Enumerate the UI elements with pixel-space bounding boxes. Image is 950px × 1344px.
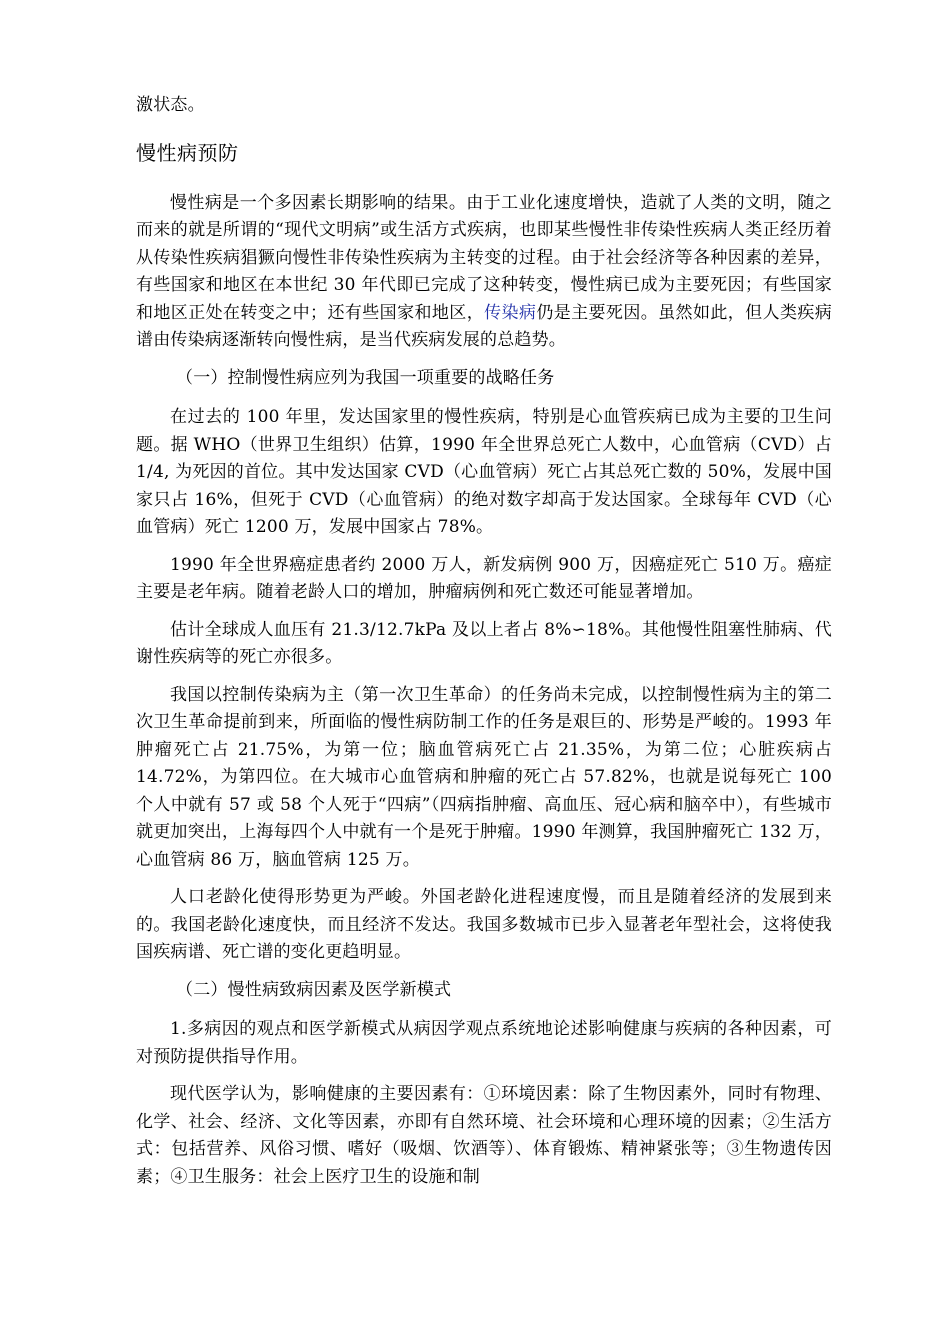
section-title: 慢性病预防 xyxy=(136,140,239,165)
continuation-text: 激状态。 xyxy=(136,95,205,115)
paragraph-cvd: 在过去的 100 年里，发达国家里的慢性疾病，特别是心血管疾病已成为主要的卫生问题。据 WHO（世界卫生组织）估算，1990 年全世界总死亡人数中，心血管病（CVD）占 1/4, 为死因的首位。其中发达国家 CVD（心血管病）死亡占其总死亡数的 50%，发展中国家只占 16%，但死于 CVD（心血管病）的绝对数字却高于发达国家。全球每年 CVD（心血管病）死亡 1200 万，发展中国家占 78%。 xyxy=(136,407,832,537)
paragraph-aging: 人口老龄化使得形势更为严峻。外国老龄化进程速度慢，而且是随着经济的发展到来的。我国老龄化速度快，而且经济不发达。我国多数城市已步入显著老年型社会，这将使我国疾病谱、死亡谱的变化更趋明显。 xyxy=(136,887,832,962)
paragraph-health-factors: 现代医学认为，影响健康的主要因素有：①环境因素：除了生物因素外，同时有物理、化学、社会、经济、文化等因素，亦即有自然环境、社会环境和心理环境的因素；②生活方式：包括营养、风俗习惯、嗜好（吸烟、饮酒等）、体育锻炼、精神紧张等；③生物遗传因素；④卫生服务：社会上医疗卫生的设施和制 xyxy=(136,1084,832,1187)
document-body xyxy=(136,92,832,1201)
paragraph-cancer: 1990 年全世界癌症患者约 2000 万人，新发病例 900 万，因癌症死亡 510 万。癌症主要是老年病。随着老龄人口的增加，肿瘤病例和死亡数还可能显著增加。 xyxy=(136,554,832,602)
paragraph-china-situation: 我国以控制传染病为主（第一次卫生革命）的任务尚未完成，以控制慢性病为主的第二次卫生革命提前到来，所面临的慢性病防制工作的任务是艰巨的、形势是严峻的。1993 年肿瘤死亡占 21.75%，为第一位；脑血管病死亡占 21.35%，为第二位；心脏疾病占 14.72%，为第四位。在大城市心血管病和肿瘤的死亡占 57.82%，也就是说每死亡 100 个人中就有 57 或 58 个人死于“四病”（四病指肿瘤、高血压、冠心病和脑卒中），有些城市就更加突出，上海每四个人中就有一个是死于肿瘤。1990 年测算，我国肿瘤死亡 132 万，心血管病 86 万，脑血管病 125 万。 xyxy=(136,684,832,870)
intro-paragraph xyxy=(136,190,832,355)
intro-text-after-link: 仍是主要死因。虽然如此，但人类疾病谱由传染病逐渐转向慢性病，是当代疾病发展的总趋势。 xyxy=(136,302,832,350)
paragraph-multi-cause: 1.多病因的观点和医学新模式从病因学观点系统地论述影响健康与疾病的各种因素，可对预防提供指导作用。 xyxy=(136,1019,832,1067)
subsection-title-1: （一）控制慢性病应列为我国一项重要的战略任务 xyxy=(176,367,555,388)
subsection-title-2: （二）慢性病致病因素及医学新模式 xyxy=(176,979,452,1000)
intro-text-before-link: 慢性病是一个多因素长期影响的结果。由于工业化速度增快，造就了人类的文明，随之而来的就是所谓的“现代文明病”或生活方式疾病，也即某些慢性非传染性疾病人类正经历着从传染性疾病猖獗向慢性非传染性疾病为主转变的过程。由于社会经济等各种因素的差异，有些国家和地区在本世纪 30 年代即已完成了这种转变，慢性病已成为主要死因；有些国家和地区正处在转变之中；还有些国家和地区， xyxy=(136,192,832,323)
paragraph-blood-pressure: 估计全球成人血压有 21.3/12.7kPa 及以上者占 8%∽18%。其他慢性阻塞性肺病、代谢性疾病等的死亡亦很多。 xyxy=(136,619,832,667)
infectious-disease-link[interactable]: 传染病 xyxy=(484,302,537,323)
